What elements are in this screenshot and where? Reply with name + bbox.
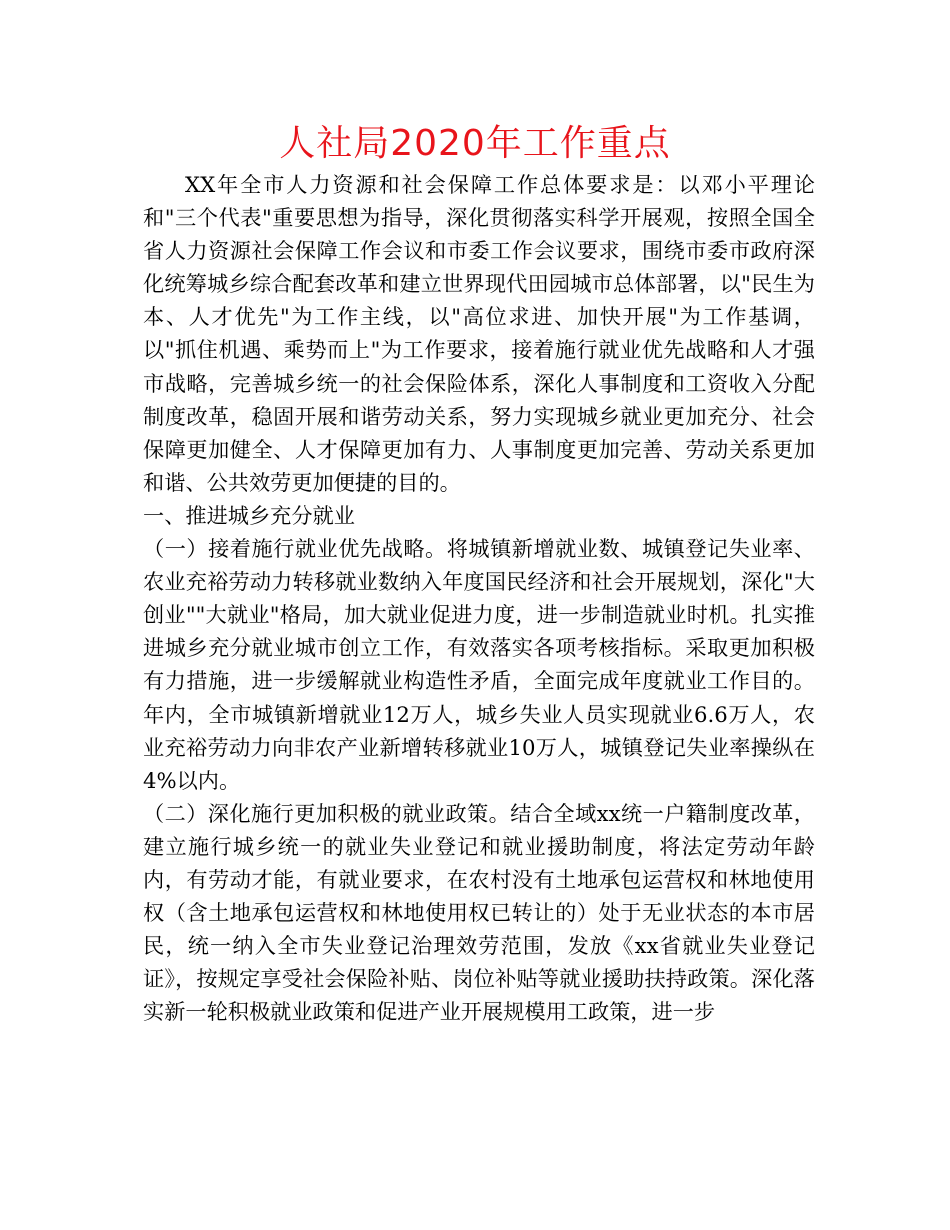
subsection-paragraph-2: （二）深化施行更加积极的就业政策。结合全域xx统一户籍制度改革，建立施行城乡统一的就业失业登记和就业援助制度，将法定劳动年龄内，有劳动才能，有就业要求，在农村没有土地承包运营权和林地使用权（含土地承包运营权和林地使用权已转让的）处于无业状态的本市居民，统一纳入全市失业登记治理效劳范围，发放《xx省就业失业登记证》，按规定享受社会保险补贴、岗位补贴等就业援助扶持政策。深化落实新一轮积极就业政策和促进产业开展规模用工政策，进一步 (143, 800, 815, 1025)
intro-paragraph: XX年全市人力资源和社会保障工作总体要求是：以邓小平理论和"三个代表"重要思想为指导，深化贯彻落实科学开展观，按照全国全省人力资源社会保障工作会议和市委工作会议要求，围绕市委市政府深化统筹城乡综合配套改革和建立世界现代田园城市总体部署，以"民生为本、人才优先"为工作主线，以"高位求进、加快开展"为工作基调，以"抓住机遇、乘势而上"为工作要求，接着施行就业优先战略和人才强市战略，完善城乡统一的社会保险体系，深化人事制度和工资收入分配制度改革，稳固开展和谐劳动关系，努力实现城乡就业更加充分、社会保障更加健全、人才保障更加有力、人事制度更加完善、劳动关系更加和谐、公共效劳更加便捷的目的。 (143, 172, 815, 495)
subsection-paragraph-1: （一）接着施行就业优先战略。将城镇新增就业数、城镇登记失业率、农业充裕劳动力转移就业数纳入年度国民经济和社会开展规划，深化"大创业""大就业"格局，加大就业促进力度，进一步制造就业时机。扎实推进城乡充分就业城市创立工作，有效落实各项考核指标。采取更加积极有力措施，进一步缓解就业构造性矛盾，全面完成年度就业工作目的。年内，全市城镇新增就业12万人，城乡失业人员实现就业6.6万人，农业充裕劳动力向非农产业新增转移就业10万人，城镇登记失业率操纵在4%以内。 (143, 536, 815, 793)
document-title: 人社局2020年工作重点 (279, 123, 671, 164)
section-heading: 一、推进城乡充分就业 (143, 502, 355, 528)
document-body (143, 168, 815, 1028)
